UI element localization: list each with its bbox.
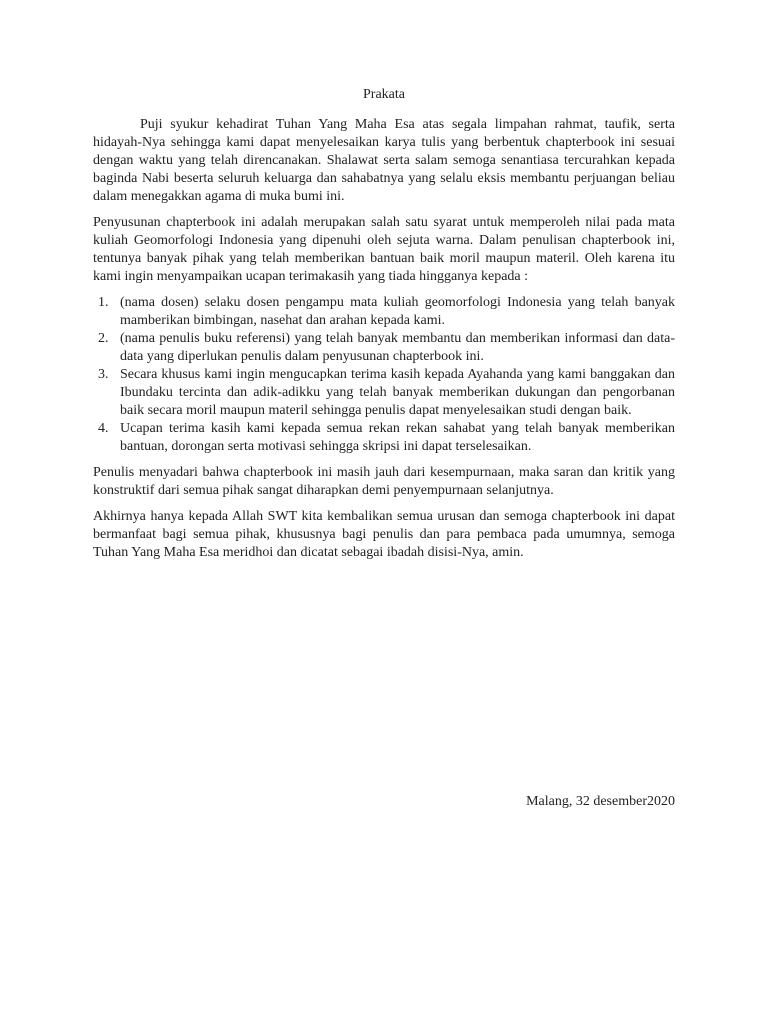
- list-item-text: (nama dosen) selaku dosen pengampu mata kuliah geomorfologi Indonesia yang telah banyak mamberikan bimbingan, nasehat dan arahan kepada kami.: [120, 295, 675, 328]
- acknowledgement-list: [93, 294, 675, 456]
- paragraph-closing-prayer: Akhirnya hanya kepada Allah SWT kita kembalikan semua urusan dan semoga chapterbook ini dapat bermanfaat bagi semua pihak, khususnya bagi penulis dan para pembaca pada umumnya, semoga Tuhan Yang Maha Esa meridhoi dan dicatat sebagai ibadah disisi-Nya, amin.: [93, 509, 675, 560]
- list-item: [93, 294, 675, 330]
- list-item: [93, 330, 675, 366]
- list-item: [93, 420, 675, 456]
- list-item-number: 4.: [98, 421, 109, 436]
- page-title: Prakata: [363, 87, 405, 102]
- list-item-number: 3.: [98, 367, 109, 382]
- paragraph-closing-critique: Penulis menyadari bahwa chapterbook ini masih jauh dari kesempurnaan, maka saran dan kritik yang konstruktif dari semua pihak sangat diharapkan demi penyempurnaan selanjutnya.: [93, 465, 675, 498]
- signature-place-date: Malang, 32 desember2020: [526, 794, 675, 809]
- list-item-text: (nama penulis buku referensi) yang telah banyak membantu dan memberikan informasi dan data-data yang diperlukan penulis dalam penyusunan chapterbook ini.: [120, 331, 675, 364]
- list-item: [93, 366, 675, 420]
- list-item-text: Secara khusus kami ingin mengucapkan terima kasih kepada Ayahanda yang kami banggakan dan Ibundaku tercinta dan adik-adikku yang telah banyak memberikan dukungan dan pengorbanan baik secara moril maupun materil sehingga penulis dapat menyelesaikan studi dengan baik.: [120, 367, 675, 418]
- list-item-text: Ucapan terima kasih kami kepada semua rekan rekan sahabat yang telah banyak memberikan bantuan, dorongan serta motivasi sehingga skripsi ini dapat terselesaikan.: [120, 421, 675, 454]
- paragraph-purpose: Penyusunan chapterbook ini adalah merupakan salah satu syarat untuk memperoleh nilai pada mata kuliah Geomorfologi Indonesia yang dipenuhi oleh sejuta warna. Dalam penulisan chapterbook ini, tentunya banyak pihak yang telah memberikan bantuan baik moril maupun materil. Oleh karena itu kami ingin menyampaikan ucapan terimakasih yang tiada hingganya kepada :: [93, 215, 675, 284]
- list-item-number: 1.: [98, 295, 109, 310]
- paragraph-opening: Puji syukur kehadirat Tuhan Yang Maha Esa atas segala limpahan rahmat, taufik, serta hidayah-Nya sehingga kami dapat menyelesaikan karya tulis yang berbentuk chapterbook ini sesuai dengan waktu yang telah direncanakan. Shalawat serta salam semoga senantiasa tercurahkan kepada baginda Nabi beserta seluruh keluarga dan sahabatnya yang selalu eksis membantu perjuangan beliau dalam menegakkan agama di muka bumi ini.: [93, 117, 675, 204]
- document-page: [93, 86, 675, 570]
- list-item-number: 2.: [98, 331, 109, 346]
